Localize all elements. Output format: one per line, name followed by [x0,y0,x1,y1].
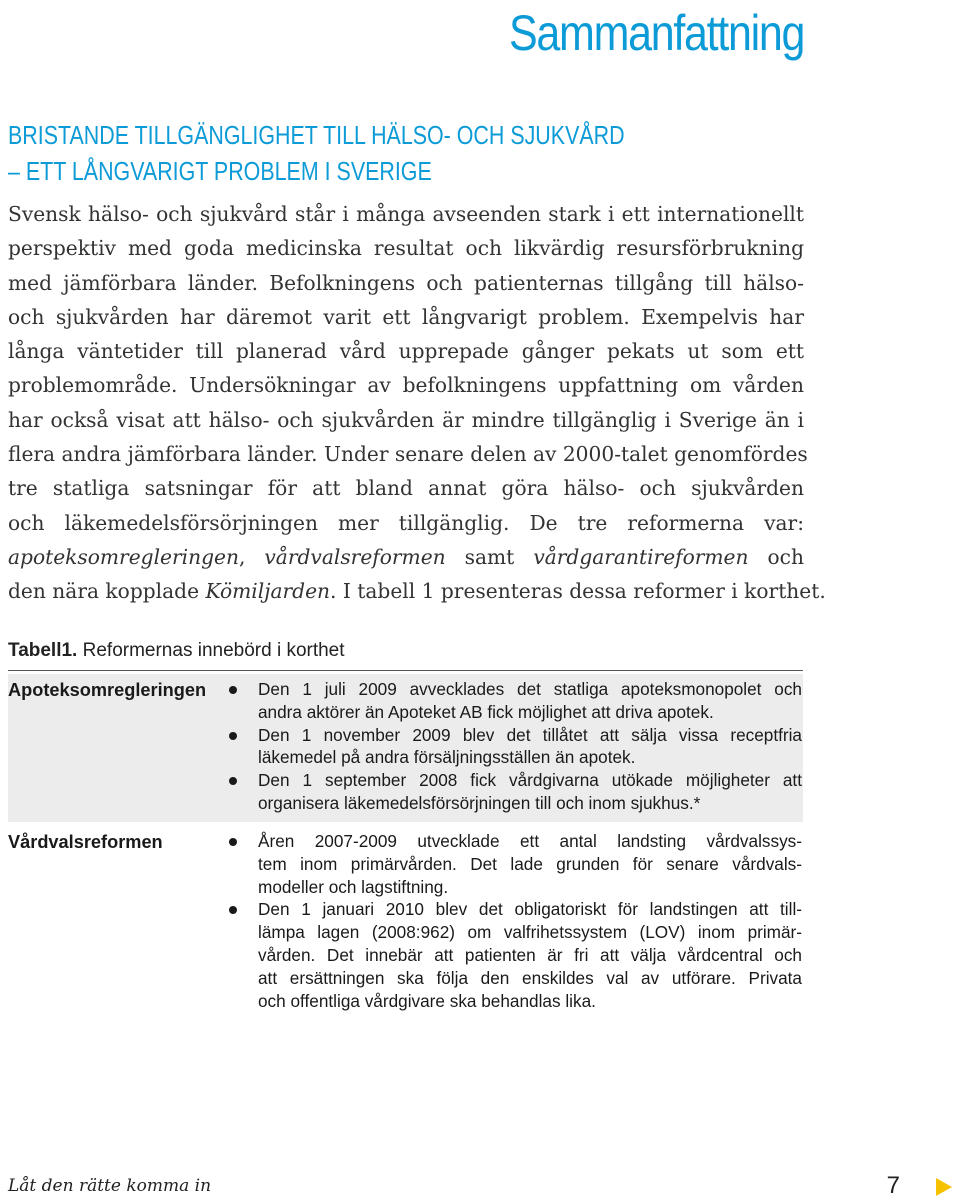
bullet-item [228,830,802,898]
page-title: Sammanfattning [508,5,804,61]
bullet-line: Den 1 januari 2010 blev det obligatoriskt för landstingen att till- [258,899,802,920]
summary-paragraph [8,197,826,609]
line-end-text: . I tabell 1 presenteras dessa reformer i korthet. [330,579,826,604]
table-caption [8,640,345,662]
paragraph-line: och sjukvården har däremot varit ett långvarigt problem. Exempelvis har [8,304,804,329]
bullet-line: organisera läkemedelsförsörjningen till och inom sjukhus.* [258,792,701,813]
bullet-line: modeller och lagstiftning. [258,876,449,897]
separator-text: , [238,544,265,569]
bullet-line: andra aktörer än Apoteket AB fick möjlighet att driva apotek. [258,701,714,722]
bullet-item [228,724,802,770]
paragraph-line [8,574,826,608]
bullet-line: vården. Det innebär att patienten är fri att välja vårdcentral och [258,944,802,965]
connector-text: och [748,544,804,569]
section-heading-line-1: BRISTANDE TILLGÄNGLIGHET TILL HÄLSO- OCH SJUKVÅRD [8,122,625,150]
page-number: 7 [886,1172,900,1199]
bullet-item [228,678,802,724]
table-row-label: Apoteksomregleringen [8,680,207,700]
paragraph-line: med jämförbara länder. Befolkningens och patienternas tillgång till hälso- [8,270,804,295]
bullet-line: läkemedel på andra försäljningsställen än apotek. [258,747,636,768]
bullet-line: tem inom primärvården. Det lade grunden för senare vårdvals- [258,853,802,874]
next-page-arrow-icon[interactable] [936,1178,952,1196]
bullet-dot-icon [229,906,237,914]
table-row-bullets [228,830,802,1012]
footer-title: Låt den rätte komma in [8,1176,212,1196]
table-top-rule [8,670,803,671]
bullet-dot-icon [229,838,237,846]
bullet-item [228,769,802,815]
connector-text: samt [445,544,534,569]
bullet-line: Den 1 november 2009 blev det tillåtet att sälja vissa receptfria [258,724,802,745]
paragraph-line: tre statliga satsningar för att bland annat göra hälso- och sjukvården [8,476,804,501]
reform-name-apoteksomregleringen: apoteksomregleringen [8,544,239,569]
section-heading-line-2: – ETT LÅNGVARIGT PROBLEM I SVERIGE [8,158,432,186]
table-caption-text: Reformernas innebörd i korthet [77,640,345,661]
bullet-line: att ersättningen ska följa den enskildes val av utförare. Privata [258,967,802,988]
reform-name-komiljarden: Kömiljarden [205,579,331,604]
reform-name-vardgarantireformen: vårdgarantireformen [533,544,749,569]
paragraph-line: flera andra jämförbara länder. Under senare delen av 2000-talet genomfördes [8,442,808,467]
line-start-text: den nära kopplade [8,579,206,604]
paragraph-line: långa väntetider till planerad vård upprepade gånger pekats ut som ett [8,339,804,364]
paragraph-line: har också visat att hälso- och sjukvården är mindre tillgänglig i Sverige än i [8,407,804,432]
paragraph-line: Svensk hälso- och sjukvård står i många avseenden stark i ett internationellt [8,202,804,226]
bullet-line: lämpa lagen (2008:962) om valfrihetssystem (LOV) inom primär- [258,922,802,943]
bullet-line: Den 1 september 2008 fick vårdgivarna utökade möjligheter att [258,770,802,791]
bullet-line: Den 1 juli 2009 avvecklades det statliga apoteksmonopolet och [258,679,802,699]
paragraph-line: problemområde. Undersökningar av befolkningens uppfattning om vården [8,373,804,398]
bullet-line: och offentliga vårdgivare ska behandlas lika. [258,990,596,1011]
paragraph-line: perspektiv med goda medicinska resultat och likvärdig resursförbrukning [8,236,804,261]
bullet-item [228,898,802,1012]
reform-name-vardvalsreformen: vårdvalsreformen [264,544,446,569]
table-row-label: Vårdvalsreformen [8,832,163,852]
bullet-dot-icon [229,732,237,740]
table-row-bullets [228,678,802,815]
paragraph-line: och läkemedelsförsörjningen mer tillgänglig. De tre reformerna var: [8,510,804,535]
table-caption-label: Tabell1. [8,640,78,661]
bullet-line: Åren 2007-2009 utvecklade ett antal landsting vårdvalssys- [258,831,802,851]
bullet-dot-icon [229,777,237,785]
paragraph-line [8,540,804,574]
section-heading [8,118,680,190]
bullet-dot-icon [229,686,237,694]
